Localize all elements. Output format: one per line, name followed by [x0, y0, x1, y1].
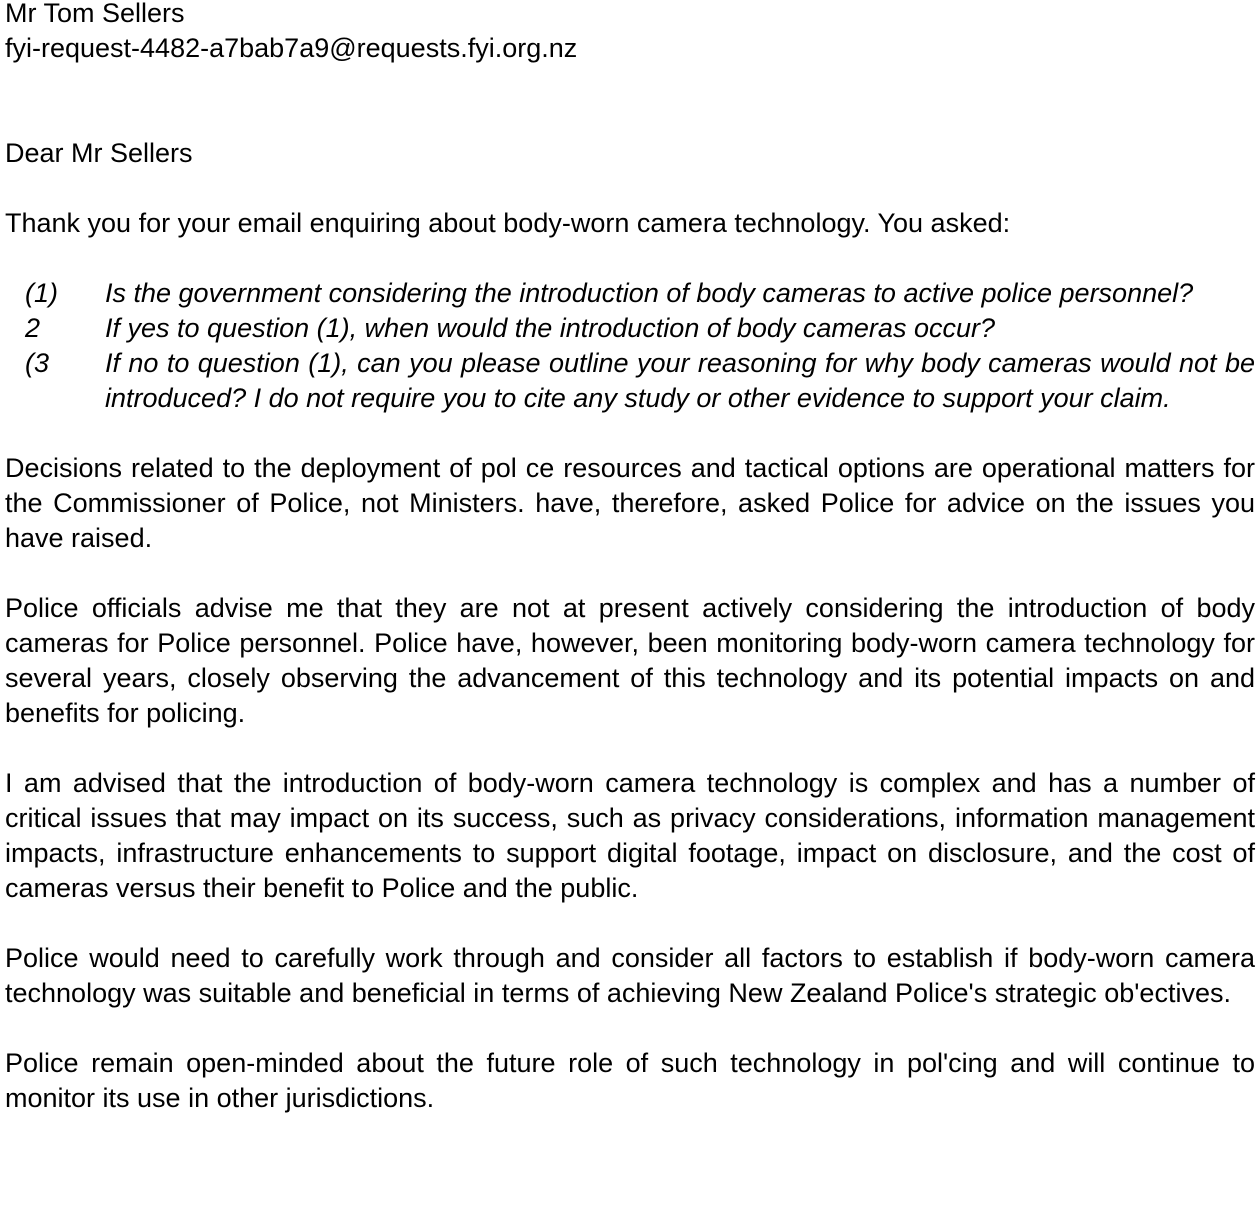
question-number: 2: [25, 313, 41, 343]
recipient-email: fyi-request-4482-a7bab7a9@requests.fyi.org.nz: [5, 33, 578, 63]
recipient-name: Mr Tom Sellers: [5, 0, 185, 28]
question-item: [5, 346, 1255, 416]
question-item: [5, 311, 1255, 346]
body-paragraph: I am advised that the introduction of body-worn camera technology is complex and has a number of critical issues that may impact on its success, such as privacy considerations, information management impacts, infrastructure enhancements to support digital footage, impact on disclosure, and the cost of cameras versus their benefit to Police and the public.: [5, 768, 1255, 903]
question-text: If no to question (1), can you please outline your reasoning for why body cameras would not be introduced? I do not require you to cite any study or other evidence to support your claim.: [105, 348, 1255, 413]
recipient-block: [5, 0, 1255, 66]
question-text: Is the government considering the introduction of body cameras to active police personnel?: [105, 278, 1194, 308]
body-paragraph: Police remain open-minded about the future role of such technology in pol'cing and will continue to monitor its use in other jurisdictions.: [5, 1048, 1255, 1113]
question-item: [5, 276, 1255, 311]
body-paragraph: Police officials advise me that they are not at present actively considering the introduction of body cameras for Police personnel. Police have, however, been monitoring body-worn camera technology for several years, closely observing the advancement of this technology and its potential impacts on and benefits for policing.: [5, 593, 1255, 728]
question-number: (3: [25, 348, 50, 378]
intro-text: Thank you for your email enquiring about body-worn camera technology. You asked:: [5, 208, 1011, 238]
salutation: Dear Mr Sellers: [5, 138, 193, 168]
body-paragraph: Decisions related to the deployment of pol ce resources and tactical options are operational matters for the Commissioner of Police, not Ministers. have, therefore, asked Police for advice on the issues you have raised.: [5, 453, 1255, 553]
question-text: If yes to question (1), when would the introduction of body cameras occur?: [105, 313, 995, 343]
question-list: [5, 276, 1255, 416]
body-paragraph: Police would need to carefully work through and consider all factors to establish if body-worn camera technology was suitable and beneficial in terms of achieving New Zealand Police's strategic ob'ectives.: [5, 943, 1255, 1008]
question-number: (1): [25, 278, 58, 308]
